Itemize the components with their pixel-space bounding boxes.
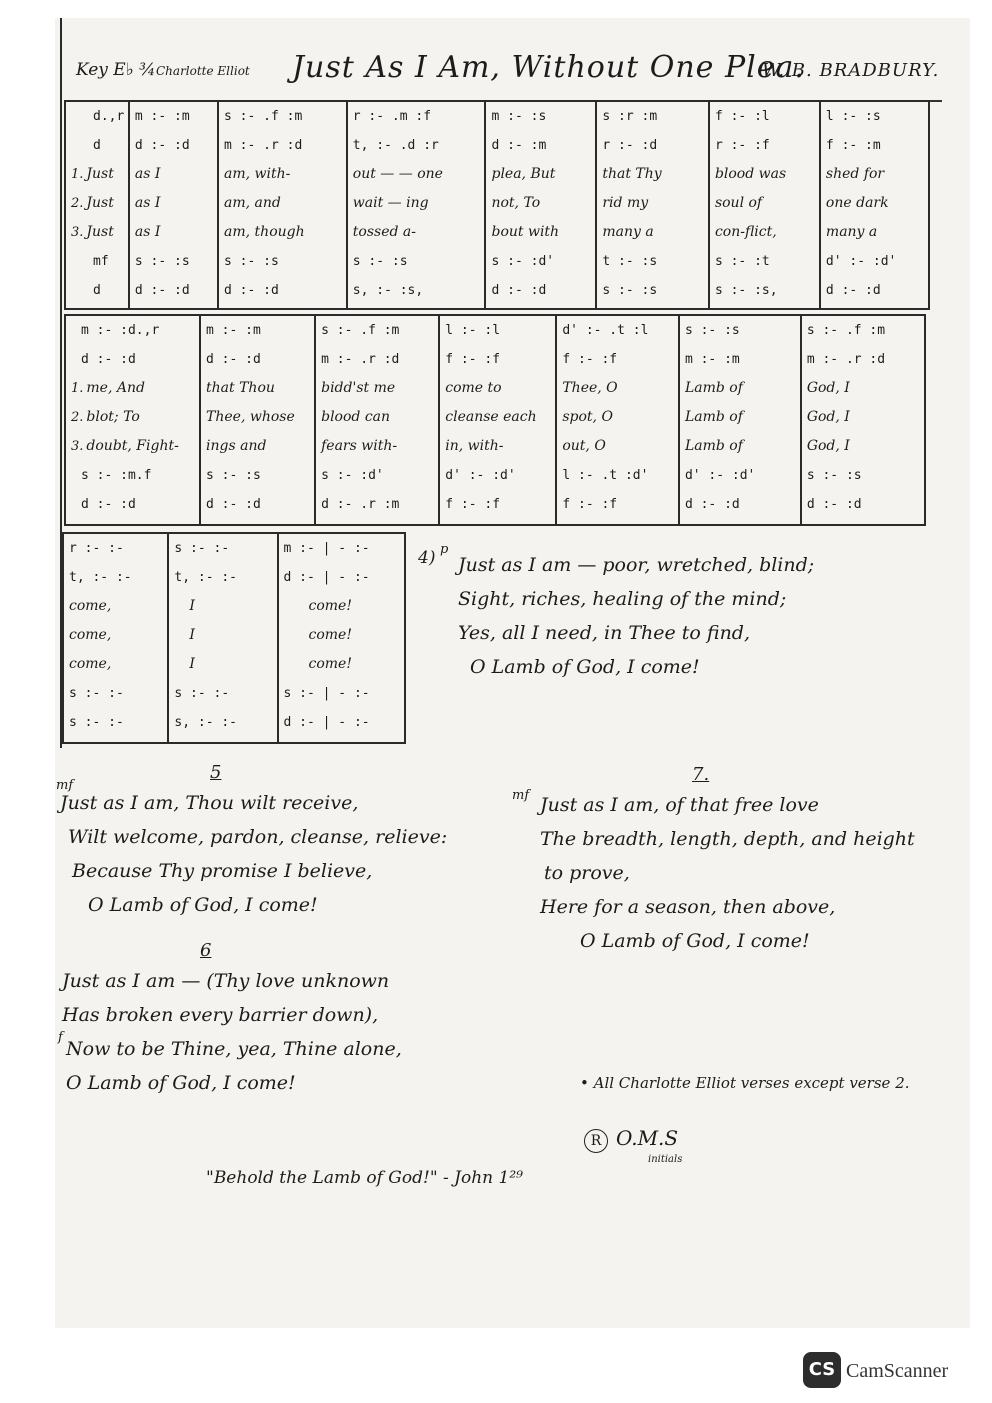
system-1-cell (218, 101, 347, 309)
verse-label: 3. (71, 225, 84, 240)
note: s :- :- (174, 686, 230, 701)
note: d (93, 138, 101, 153)
note: f :- :f (445, 352, 501, 367)
note: mf (93, 254, 109, 269)
note: s :- :- (174, 541, 230, 556)
verse-4 (418, 542, 815, 684)
lyric: doubt, Fight- (86, 438, 179, 454)
lyric: bidd'st me (321, 380, 396, 396)
verse-line: Just as I am — (Thy love unknown (62, 970, 390, 992)
verse-line: Now to be Thine, yea, Thine alone, (66, 1038, 402, 1060)
system-3-cell (168, 533, 277, 743)
lyric: God, I (806, 409, 850, 425)
system-1-cell (485, 101, 596, 309)
lyric: wait — ing (352, 195, 429, 211)
note: s :- :s (352, 254, 408, 269)
lyric: come! (308, 656, 352, 672)
initials-sub: initials (648, 1154, 683, 1165)
lyric: fears with- (321, 438, 398, 454)
initials-mark (584, 1126, 678, 1153)
verse-line: Because Thy promise I believe, (72, 860, 373, 882)
note: r :- :- (69, 541, 124, 556)
verse-line: The breadth, length, depth, and height (540, 828, 915, 850)
system-2-cell (65, 315, 200, 525)
lyric: ings and (206, 438, 267, 454)
note: s :- :m.f (81, 468, 152, 483)
note: s :- :d' (491, 254, 555, 269)
note: r :- :f (714, 138, 770, 153)
lyric: as I (134, 166, 161, 182)
note: m :- .r :d (321, 352, 400, 367)
verse-line: Sight, riches, healing of the mind; (458, 588, 787, 610)
note: s :- .f :m (806, 323, 886, 338)
lyric: Lamb of (684, 438, 743, 454)
lyric: God, I (806, 438, 850, 454)
note: d :- :d (134, 283, 190, 298)
author: Charlotte Elliot (156, 64, 250, 78)
note: s :- .f :m (321, 323, 400, 338)
r-circle-icon: R (584, 1129, 608, 1153)
note: t, :- :- (174, 570, 238, 585)
note: l :- .t :d' (562, 468, 649, 483)
note: d' :- :d' (445, 468, 516, 483)
lyric: that Thou (206, 380, 275, 396)
system-2-cell (200, 315, 315, 525)
note: r :- :d (602, 138, 658, 153)
lyric: blood can (321, 409, 391, 425)
note: s :- :s, (714, 283, 778, 298)
note: m :- :m (134, 109, 190, 124)
note: d :- :d (206, 497, 261, 512)
lyric: Just (86, 166, 114, 182)
verse-number: 7. (692, 764, 710, 785)
system-1-cell (820, 101, 929, 309)
footnote: • All Charlotte Elliot verses except verse 2. (580, 1074, 910, 1092)
note: m :- .r :d (806, 352, 886, 367)
lyric: as I (134, 224, 161, 240)
verse-label: 3. (71, 439, 84, 454)
note: l :- :l (445, 323, 501, 338)
lyric: many a (602, 224, 654, 240)
verse-number: 5 (210, 762, 222, 783)
lyric: cleanse each (445, 409, 537, 425)
lyric: Lamb of (684, 380, 743, 396)
lyric: as I (134, 195, 161, 211)
note: d :- | - :- (283, 715, 370, 730)
note: s :- :- (69, 715, 124, 730)
system-3-cell (278, 533, 406, 743)
system-2-cell (679, 315, 801, 525)
note: f :- :l (714, 109, 770, 124)
lyric: come, (69, 656, 112, 672)
note: d.,r (93, 109, 125, 124)
verse-line: O Lamb of God, I come! (88, 894, 318, 916)
verse-line: Here for a season, then above, (540, 896, 836, 918)
verse-6 (58, 940, 402, 1100)
note: s :- .f :m (224, 109, 303, 124)
camscanner-logo-icon: CS (803, 1352, 841, 1388)
note: d :- :d (806, 497, 862, 512)
note: d :- :d (206, 352, 261, 367)
verse-line: Just as I am, Thou wilt receive, (60, 792, 359, 814)
lyric: not, To (491, 195, 541, 211)
lyric: come, (69, 598, 112, 614)
note: s :r :m (602, 109, 658, 124)
dynamic-marking: mf (512, 788, 530, 803)
verse-line: O Lamb of God, I come! (470, 656, 700, 678)
note: s :- :s (602, 283, 658, 298)
note: s :- :s (224, 254, 279, 269)
note: d' :- .t :l (562, 323, 649, 338)
verse-label: 1. (71, 381, 84, 396)
dynamic-marking: f (58, 1030, 63, 1045)
lyric: that Thy (602, 166, 662, 182)
note: d :- :m (491, 138, 547, 153)
lyric: out — — one (352, 166, 443, 182)
lyric: come! (308, 598, 352, 614)
note: m :- :m (206, 323, 261, 338)
verse-line: O Lamb of God, I come! (580, 930, 810, 952)
note: s :- :s (806, 468, 862, 483)
lyric: in, with- (445, 438, 504, 454)
note: d :- :d (491, 283, 547, 298)
note: s :- :- (69, 686, 124, 701)
lyric: I (189, 598, 195, 614)
note: m :- | - :- (283, 541, 370, 556)
note: f :- :f (562, 497, 618, 512)
lyric: come! (308, 627, 352, 643)
note: d :- | - :- (283, 570, 370, 585)
note: d :- :d (825, 283, 881, 298)
note: f :- :m (825, 138, 881, 153)
verse-line: Has broken every barrier down), (62, 1004, 379, 1026)
hymn-title: Just As I Am, Without One Plea. (292, 50, 805, 85)
note: d :- :d (81, 352, 136, 367)
lyric: I (189, 627, 195, 643)
system-1 (64, 100, 930, 310)
note: m :- .r :d (224, 138, 303, 153)
lyric: bout with (491, 224, 560, 240)
note: s :- | - :- (283, 686, 370, 701)
lyric: Lamb of (684, 409, 743, 425)
note: d :- :d (684, 497, 740, 512)
note: d (93, 283, 101, 298)
lyric: God, I (806, 380, 850, 396)
system-2-cell (439, 315, 556, 525)
system-1-cell (596, 101, 709, 309)
lyric: Thee, O (562, 380, 618, 396)
verse-5 (56, 762, 448, 922)
note: m :- :s (491, 109, 547, 124)
lyric: tossed a- (352, 224, 416, 240)
note: d' :- :d' (825, 254, 897, 269)
lyric: spot, O (562, 409, 613, 425)
note: s :- :s (684, 323, 740, 338)
lyric: Just (86, 224, 114, 240)
lyric: soul of (714, 195, 763, 211)
composer: W. B. BRADBURY. (762, 60, 940, 81)
dynamic-marking: p (440, 542, 449, 557)
lyric: I (189, 656, 195, 672)
dynamic-marking: mf (56, 778, 74, 793)
lyric: one dark (825, 195, 889, 211)
note: d :- :d (224, 283, 279, 298)
system-2-cell (801, 315, 925, 525)
verse-number: 4) (418, 548, 436, 568)
note: s :- :s (206, 468, 261, 483)
lyric: come, (69, 627, 112, 643)
note: r :- .m :f (352, 109, 432, 124)
lyric: come to (445, 380, 502, 396)
verse-label: 2. (71, 196, 84, 211)
note: s :- :s (134, 254, 190, 269)
lyric: am, and (224, 195, 281, 211)
note: s :- :t (714, 254, 770, 269)
lyric: blot; To (86, 409, 140, 425)
note: t, :- :- (69, 570, 132, 585)
verse-line: to prove, (544, 862, 630, 884)
system-2-cell (556, 315, 679, 525)
system-3 (62, 532, 406, 744)
verse-label: 1. (71, 167, 84, 182)
note: m :- :d.,r (81, 323, 160, 338)
system-3-cell (63, 533, 168, 743)
note: f :- :f (445, 497, 501, 512)
note: s :- :d' (321, 468, 384, 483)
camscanner-name: CamScanner (846, 1360, 949, 1382)
lyric: me, And (86, 380, 145, 396)
key-signature: Key E♭ ¾ (76, 60, 156, 80)
verse-line: Just as I am, of that free love (540, 794, 819, 816)
note: d :- :d (81, 497, 136, 512)
verse-line: Wilt welcome, pardon, cleanse, relieve: (68, 826, 448, 848)
lyric: con-flict, (714, 224, 777, 240)
lyric: rid my (602, 195, 649, 211)
verse-line: Yes, all I need, in Thee to find, (458, 622, 751, 644)
lyric: plea, But (491, 166, 556, 182)
note: f :- :f (562, 352, 618, 367)
lyric: shed for (825, 166, 885, 182)
note: d :- .r :m (321, 497, 400, 512)
verse-number: 6 (200, 940, 212, 961)
note: t, :- .d :r (352, 138, 439, 153)
lyric: am, with- (224, 166, 291, 182)
system-1-cell (347, 101, 486, 309)
verse-line: O Lamb of God, I come! (66, 1072, 296, 1094)
note: m :- :m (684, 352, 740, 367)
lyric: am, though (224, 224, 305, 240)
initials: O.M.S (616, 1126, 679, 1150)
system-1-cell (129, 101, 218, 309)
hymn-header (72, 48, 942, 102)
system-1-cell (65, 101, 129, 309)
note: s, :- :s, (352, 283, 424, 298)
scripture-quote: "Behold the Lamb of God!" - John 1²⁹ (206, 1168, 523, 1188)
verse-7 (512, 764, 915, 958)
verse-line: Just as I am — poor, wretched, blind; (458, 554, 815, 576)
verse-label: 2. (71, 410, 84, 425)
note: d :- :d (134, 138, 190, 153)
lyric: Just (86, 195, 114, 211)
note: t :- :s (602, 254, 658, 269)
system-2-cell (315, 315, 439, 525)
note: s, :- :- (174, 715, 238, 730)
lyric: blood was (714, 166, 787, 182)
note: l :- :s (825, 109, 881, 124)
note: d' :- :d' (684, 468, 756, 483)
system-2 (64, 314, 926, 526)
system-1-cell (709, 101, 820, 309)
lyric: out, O (562, 438, 606, 454)
lyric: many a (825, 224, 878, 240)
lyric: Thee, whose (206, 409, 295, 425)
